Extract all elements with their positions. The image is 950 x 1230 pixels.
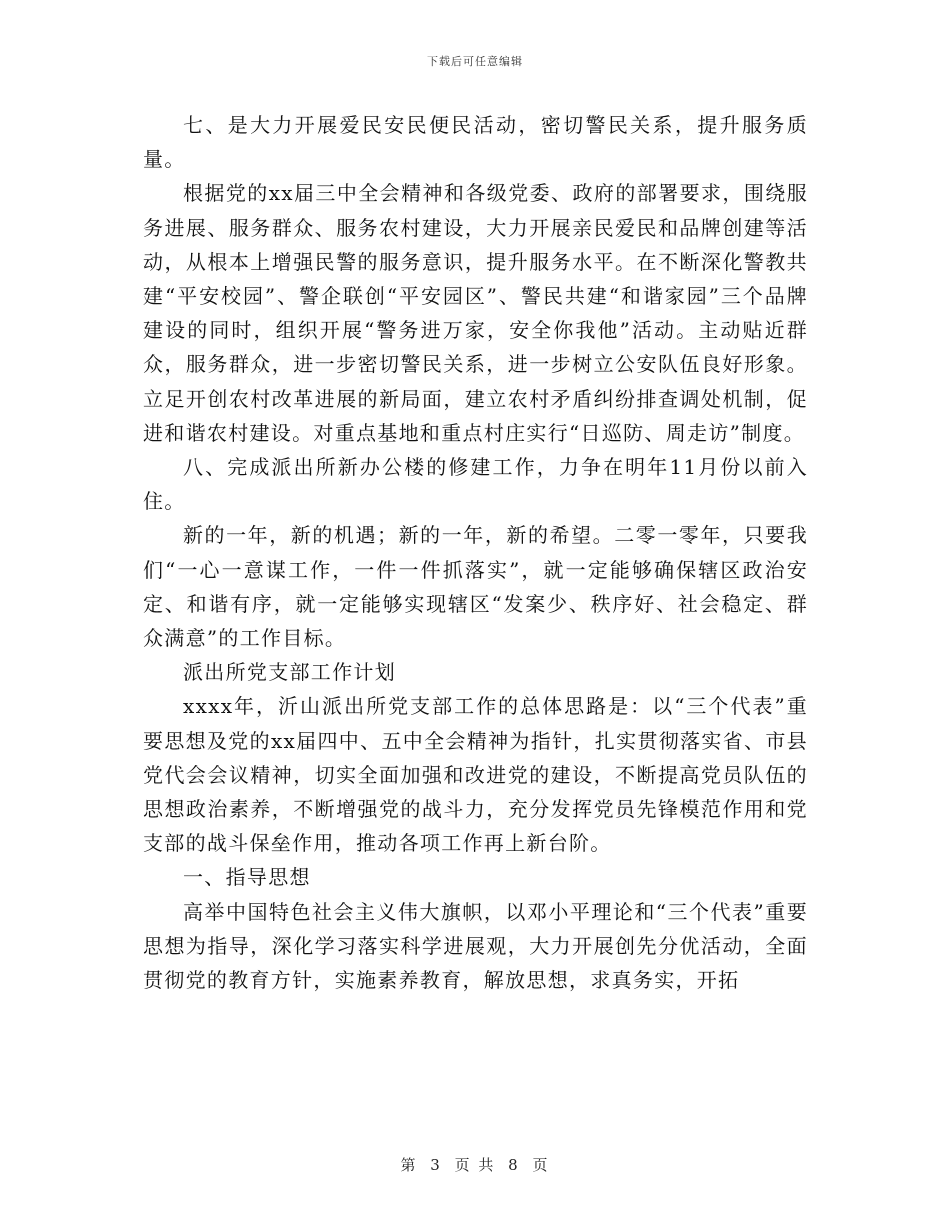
page-footer: [0, 1154, 950, 1175]
paragraph-guiding-ideology: 高举中国特色社会主义伟大旗帜，以邓小平理论和“三个代表”重要思想为指导，深化学习落实科学进展观，大力开展创先分优活动，全面贯彻党的教育方针，实施素养教育，解放思想，求真务实，开拓: [143, 899, 808, 993]
paragraph-new-year: 新的一年，新的机遇；新的一年，新的希望。二零一零年，只要我们“一心一意谋工作，一件一件抓落实”，就一定能够确保辖区政治安定、和谐有序，就一定能够实现辖区“发案少、秩序好、社会稳定、群众满意”的工作目标。: [143, 523, 808, 651]
section-heading-work-plan: 派出所党支部工作计划: [183, 660, 396, 685]
total-pages-number: 8: [508, 1156, 520, 1174]
footer-prefix: 第: [400, 1156, 418, 1174]
body-text: [143, 108, 808, 997]
paragraph-section-7: 七、是大力开展爱民安民便民活动，密切警民关系，提升服务质量。: [143, 113, 808, 172]
paragraph-service-activities: 根据党的xx届三中全会精神和各级党委、政府的部署要求，围绕服务进展、服务群众、服务农村建设，大力开展亲民爱民和品牌创建等活动，从根本上增强民警的服务意识，提升服务水平。在不断深化警教共建“平安校园”、警企联创“平安园区”、警民共建“和谐家园”三个品牌建设的同时，组织开展“警务进万家，安全你我他”活动。主动贴近群众，服务群众，进一步密切警民关系，进一步树立公安队伍良好形象。立足开创农村改革进展的新局面，建立农村矛盾纠纷排查调处机制，促进和谐农村建设。对重点基地和重点村庄实行“日巡防、周走访”制度。: [143, 181, 808, 445]
paragraph-section-8: 八、完成派出所新办公楼的修建工作，力争在明年11月份以前入住。: [143, 455, 808, 514]
paragraph-overall-approach: xxxx年，沂山派出所党支部工作的总体思路是：以“三个代表”重要思想及党的xx届四中、五中全会精神为指针，扎实贯彻落实省、市县党代会会议精神，切实全面加强和改进党的建设，不断提高党员队伍的思想政治素养，不断增强党的战斗力，充分发挥党员先锋模范作用和党支部的战斗保垒作用，推动各项工作再上新台阶。: [143, 694, 808, 856]
footer-middle: 页 共: [454, 1156, 496, 1174]
footer-suffix: 页: [532, 1156, 550, 1174]
header-note: 下载后可任意编辑: [427, 55, 523, 68]
section-heading-guiding-ideology: 一、指导思想: [183, 865, 311, 890]
current-page-number: 3: [430, 1156, 442, 1174]
